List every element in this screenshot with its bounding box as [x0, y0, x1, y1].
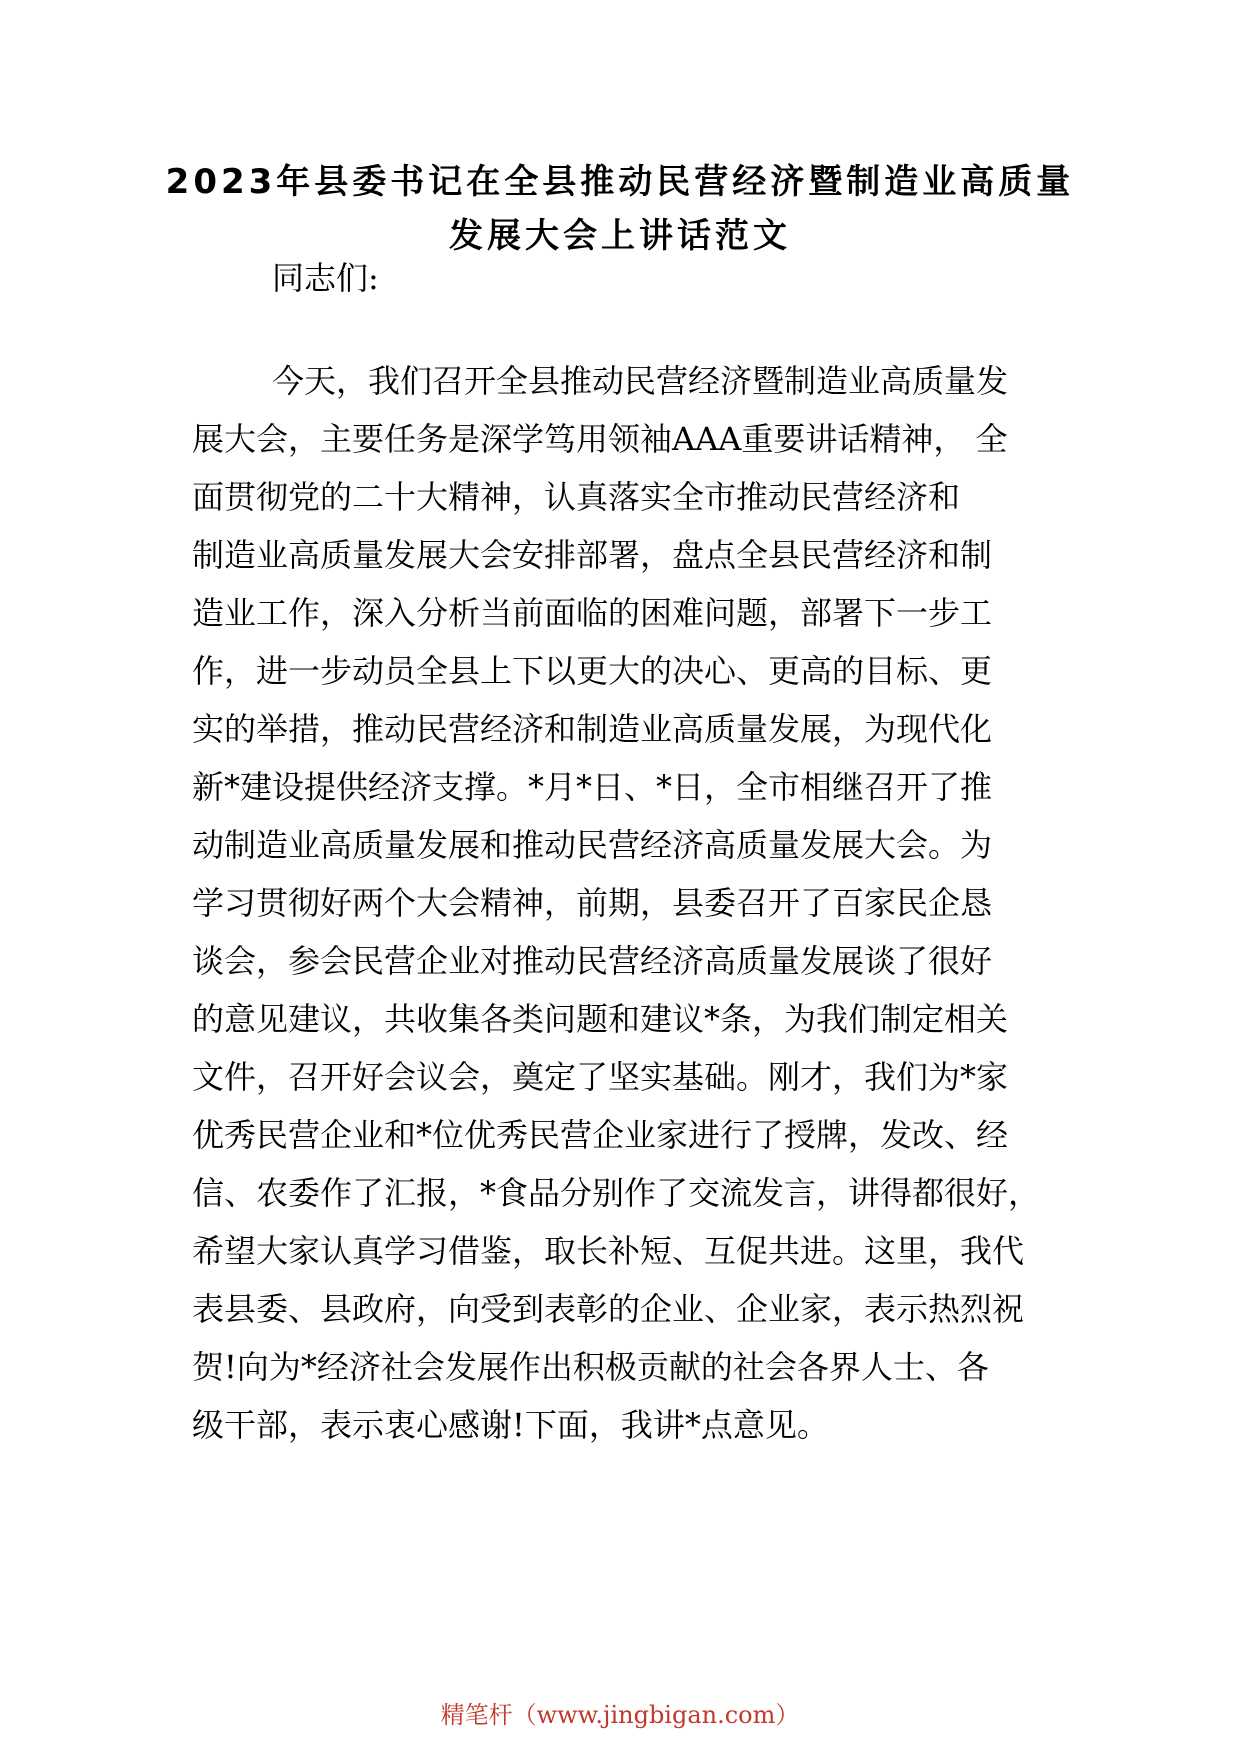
paragraph-line: 的意见建议，共收集各类问题和建议*条，为我们制定相关 [192, 1000, 1009, 1038]
paragraph-line: 文件，召开好会议会，奠定了坚实基础。刚才，我们为*家 [192, 1058, 1009, 1096]
paragraph-line: 制造业高质量发展大会安排部署，盘点全县民营经济和制 [192, 536, 993, 574]
paragraph-line: 面贯彻党的二十大精神，认真落实全市推动民营经济和 [192, 478, 961, 516]
paragraph-line: 作，进一步动员全县上下以更大的决心、更高的目标、更 [192, 652, 993, 690]
paragraph-line: 表县委、县政府，向受到表彰的企业、企业家，表示热烈祝 [192, 1290, 1025, 1328]
salutation: 同志们: [272, 259, 379, 297]
paragraph-line: 信、农委作了汇报，*食品分别作了交流发言，讲得都很好， [192, 1174, 1041, 1212]
paragraph-line: 级干部，表示衷心感谢!下面，我讲*点意见。 [192, 1406, 829, 1444]
paragraph-line: 造业工作，深入分析当前面临的困难问题，部署下一步工 [192, 594, 993, 632]
document-title-line-2: 发展大会上讲话范文 [449, 216, 791, 256]
paragraph-line: 希望大家认真学习借鉴，取长补短、互促共进。这里，我代 [192, 1232, 1025, 1270]
paragraph-line: 学习贯彻好两个大会精神，前期，县委召开了百家民企恳 [192, 884, 993, 922]
document-title-line-1: 2023年县委书记在全县推动民营经济暨制造业高质量 [165, 162, 1075, 202]
paragraph-line: 新*建设提供经济支撑。*月*日、*日，全市相继召开了推 [192, 768, 993, 806]
paragraph-line: 贺!向为*经济社会发展作出积极贡献的社会各界人士、各 [192, 1348, 989, 1386]
paragraph-line: 动制造业高质量发展和推动民营经济高质量发展大会。为 [192, 826, 993, 864]
paragraph-line: 实的举措，推动民营经济和制造业高质量发展，为现代化 [192, 710, 993, 748]
paragraph-line: 展大会，主要任务是深学笃用领袖AAA重要讲话精神， 全 [192, 420, 1008, 458]
paragraph-line: 今天，我们召开全县推动民营经济暨制造业高质量发 [272, 362, 1009, 400]
body-paragraph [192, 352, 1072, 1454]
footer-watermark[interactable]: 精笔杆（www.jingbigan.com） [440, 1701, 800, 1729]
paragraph-line: 优秀民营企业和*位优秀民营企业家进行了授牌，发改、经 [192, 1116, 1009, 1154]
paragraph-line: 谈会，参会民营企业对推动民营经济高质量发展谈了很好 [192, 942, 993, 980]
